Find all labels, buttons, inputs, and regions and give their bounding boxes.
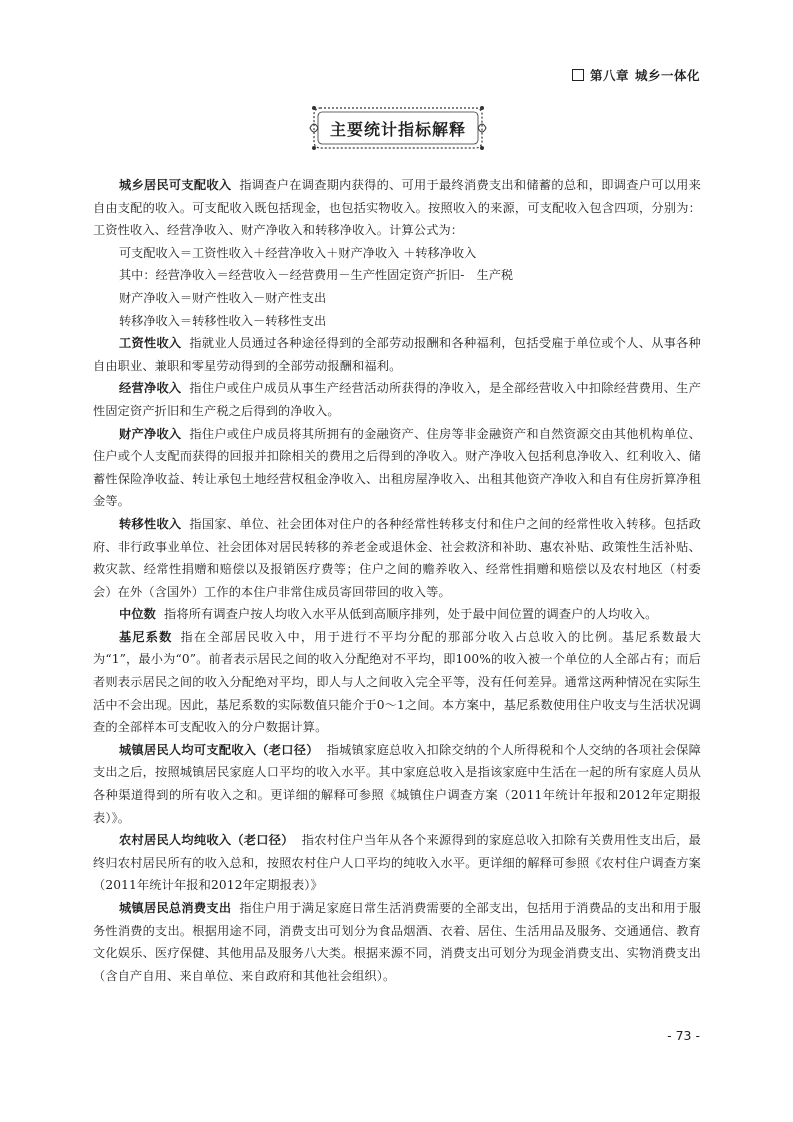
running-header — [572, 66, 700, 84]
definition-term: 工资性收入 — [119, 336, 182, 351]
definition-paragraph — [93, 603, 701, 626]
section-title-frame — [308, 104, 488, 152]
definition-term: 中位数 — [119, 607, 157, 622]
chapter-number: 第八章 — [589, 68, 629, 83]
definition-text: 指在全部居民收入中，用于进行不平均分配的那部分收入占总收入的比例。基尼系数最大为“1”，最小为“0”。前者表示居民之间的收入分配绝对不平均，即100%的收入被一个单位的人全部占有；而后者则表示居民之间的收入分配绝对平均，即人与人之间收入完全平等，没有任何差异。通常这两种情况在实际生活中不会出现。因此，基尼系数的实际数值只能介于0～1之间。本方案中，基尼系数使用住户收支与生活状况调查的全部样本可支配收入的分户数据计算。 — [93, 629, 702, 735]
definition-paragraph — [93, 423, 701, 513]
formula-line: 财产净收入＝财产性收入－财产性支出 — [119, 290, 327, 305]
definition-text: 指住户或住户成员从事生产经营活动所获得的净收入，是全部经营收入中扣除经营费用、生产性固定资产折旧和生产税之后得到的净收入。 — [93, 381, 701, 418]
definition-paragraph — [93, 626, 701, 739]
definition-paragraph — [93, 174, 701, 242]
definition-text: 指国家、单位、社会团体对住户的各种经常性转移支付和住户之间的经常性收入转移。包括政府、非行政事业单位、社会团体对居民转移的养老金或退休金、社会救济和补助、惠农补贴、政策性生活补贴、救灾款、经常性捐赠和赔偿以及报销医疗费等；住户之间的赡养收入、经常性捐赠和赔偿以及农村地区（村委会）在外（含国外）工作的本住户非常住成员寄回带回的收入等。 — [93, 516, 701, 599]
definition-paragraph — [93, 513, 701, 603]
definition-text: 指农村住户当年从各个来源得到的家庭总收入扣除有关费用性支出后，最终归农村居民所有的收入总和，按照农村住户人口平均的纯收入水平。更详细的解释可参照《农村住户调查方案（2011年统计年报和2012年定期报表）》 — [93, 833, 701, 893]
page-number: - 73 - — [667, 1028, 700, 1043]
definition-text: 指将所有调查户按人均收入水平从低到高顺序排列，处于最中间位置的调查户的人均收入。 — [164, 607, 658, 622]
definitions-body — [93, 174, 701, 987]
definition-text: 指就业人员通过各种途径得到的全部劳动报酬和各种福利，包括受雇于单位或个人、从事各种自由职业、兼职和零星劳动得到的全部劳动报酬和福利。 — [93, 336, 701, 373]
definition-paragraph — [93, 332, 701, 377]
chapter-title: 城乡一体化 — [634, 68, 700, 83]
definition-term: 转移性收入 — [119, 516, 182, 531]
definition-paragraph — [93, 739, 701, 829]
definition-paragraph — [93, 897, 701, 987]
definition-term: 经营净收入 — [119, 381, 182, 396]
definition-term: 农村居民人均纯收入（老口径） — [119, 833, 294, 848]
definition-paragraph — [93, 377, 701, 422]
section-title: 主要统计指标解释 — [329, 119, 466, 139]
definition-term: 城乡居民可支配收入 — [119, 178, 232, 192]
definition-term: 城镇居民总消费支出 — [119, 901, 232, 915]
definition-text: 指住户或住户成员将其所拥有的金融资产、住房等非金融资产和自然资源交由其他机构单位、住户或个人支配而获得的回报并扣除相关的费用之后得到的净收入。财产净收入包括利息净收入、红利收入、储蓄性保险净收益、转让承包土地经营权租金净收入、出租房屋净收入、出租其他资产净收入和自有住房折算净租金等。 — [93, 426, 701, 509]
definition-text: 指城镇家庭总收入扣除交纳的个人所得税和个人交纳的各项社会保障支出之后，按照城镇居民家庭人口平均的收入水平。其中家庭总收入是指该家庭中生活在一起的所有家庭人员从各种渠道得到的所有收入之和。更详细的解释可参照《城镇住户调查方案（2011年统计年报和2012年定期报表）》。 — [93, 742, 701, 825]
definition-text: 指住户用于满足家庭日常生活消费需要的全部支出，包括用于消费品的支出和用于服务性消费的支出。根据用途不同，消费支出可划分为食品烟酒、衣着、居住、生活用品及服务、交通通信、教育文化娱乐、医疗保健、其他用品及服务八大类。根据来源不同，消费支出可划分为现金消费支出、实物消费支出（含自产自用、来自单位、来自政府和其他社会组织）。 — [93, 901, 701, 983]
formula-line: 其中：经营净收入＝经营收入－经营费用－生产性固定资产折旧- 生产税 — [119, 268, 514, 283]
definition-text: 指调查户在调查期内获得的、可用于最终消费支出和储蓄的总和，即调查户可以用来自由支配的收入。可支配收入既包括现金，也包括实物收入。按照收入的来源，可支配收入包含四项，分别为：工资性收入、经营净收入、财产净收入和转移净收入。计算公式为： — [93, 178, 701, 238]
formula-line: 转移净收入＝转移性收入－转移性支出 — [119, 313, 327, 328]
formula-line: 可支配收入＝工资性收入＋经营净收入＋财产净收入 ＋转移净收入 — [119, 245, 477, 260]
definition-term: 基尼系数 — [119, 629, 173, 644]
definition-term: 城镇居民人均可支配收入（老口径） — [119, 742, 319, 757]
definition-term: 财产净收入 — [119, 426, 182, 441]
definition-paragraph — [93, 829, 701, 897]
square-bullet-icon — [572, 69, 584, 81]
